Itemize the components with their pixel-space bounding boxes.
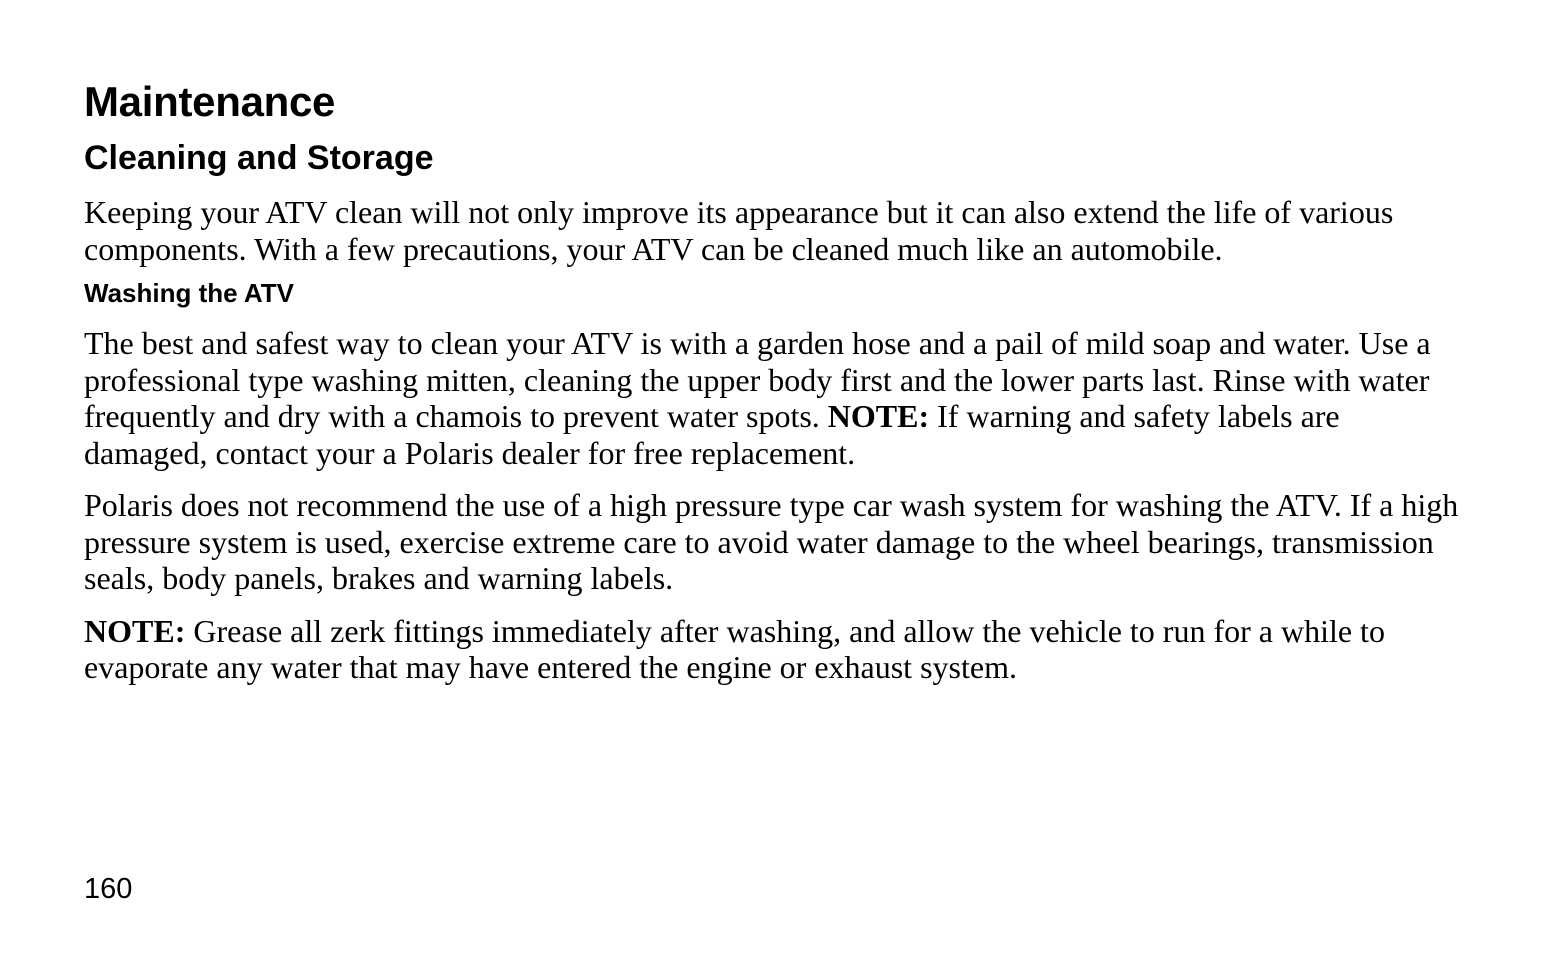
page-title: Maintenance	[84, 78, 336, 125]
washing-paragraph	[84, 325, 1464, 471]
grease-note-text: Grease all zerk fittings immediately after washing, and allow the vehicle to run for a while to evaporate any water that may have entered the engine or exhaust system.	[84, 612, 1385, 685]
manual-page	[84, 78, 1464, 686]
intro-paragraph: Keeping your ATV clean will not only improve its appearance but it can also extend the life of various components. With a few precautions, your ATV can be cleaned much like an automobile.	[84, 194, 1394, 267]
section-heading: Cleaning and Storage	[84, 139, 434, 177]
note-label: NOTE:	[84, 612, 186, 649]
grease-note-paragraph	[84, 613, 1464, 686]
page-number: 160	[84, 873, 133, 905]
pressure-wash-paragraph: Polaris does not recommend the use of a high pressure type car wash system for washing the ATV. If a high pressure system is used, exercise extreme care to avoid water damage to the wheel bearings, transmission seals, body panels, brakes and warning labels.	[84, 487, 1459, 596]
washing-paragraph-text: The best and safest way to clean your ATV is with a garden hose and a pail of mild soap and water. Use a professional type washing mitten, cleaning the upper body first and the lower parts last. Rinse with water frequently and dry with a chamois to prevent water spots.	[84, 325, 1431, 434]
note-label: NOTE:	[827, 398, 930, 434]
washing-note-text: If warning and safety labels are damaged, contact your a Polaris dealer for free replacement.	[84, 398, 1340, 471]
subsection-heading: Washing the ATV	[84, 278, 294, 308]
